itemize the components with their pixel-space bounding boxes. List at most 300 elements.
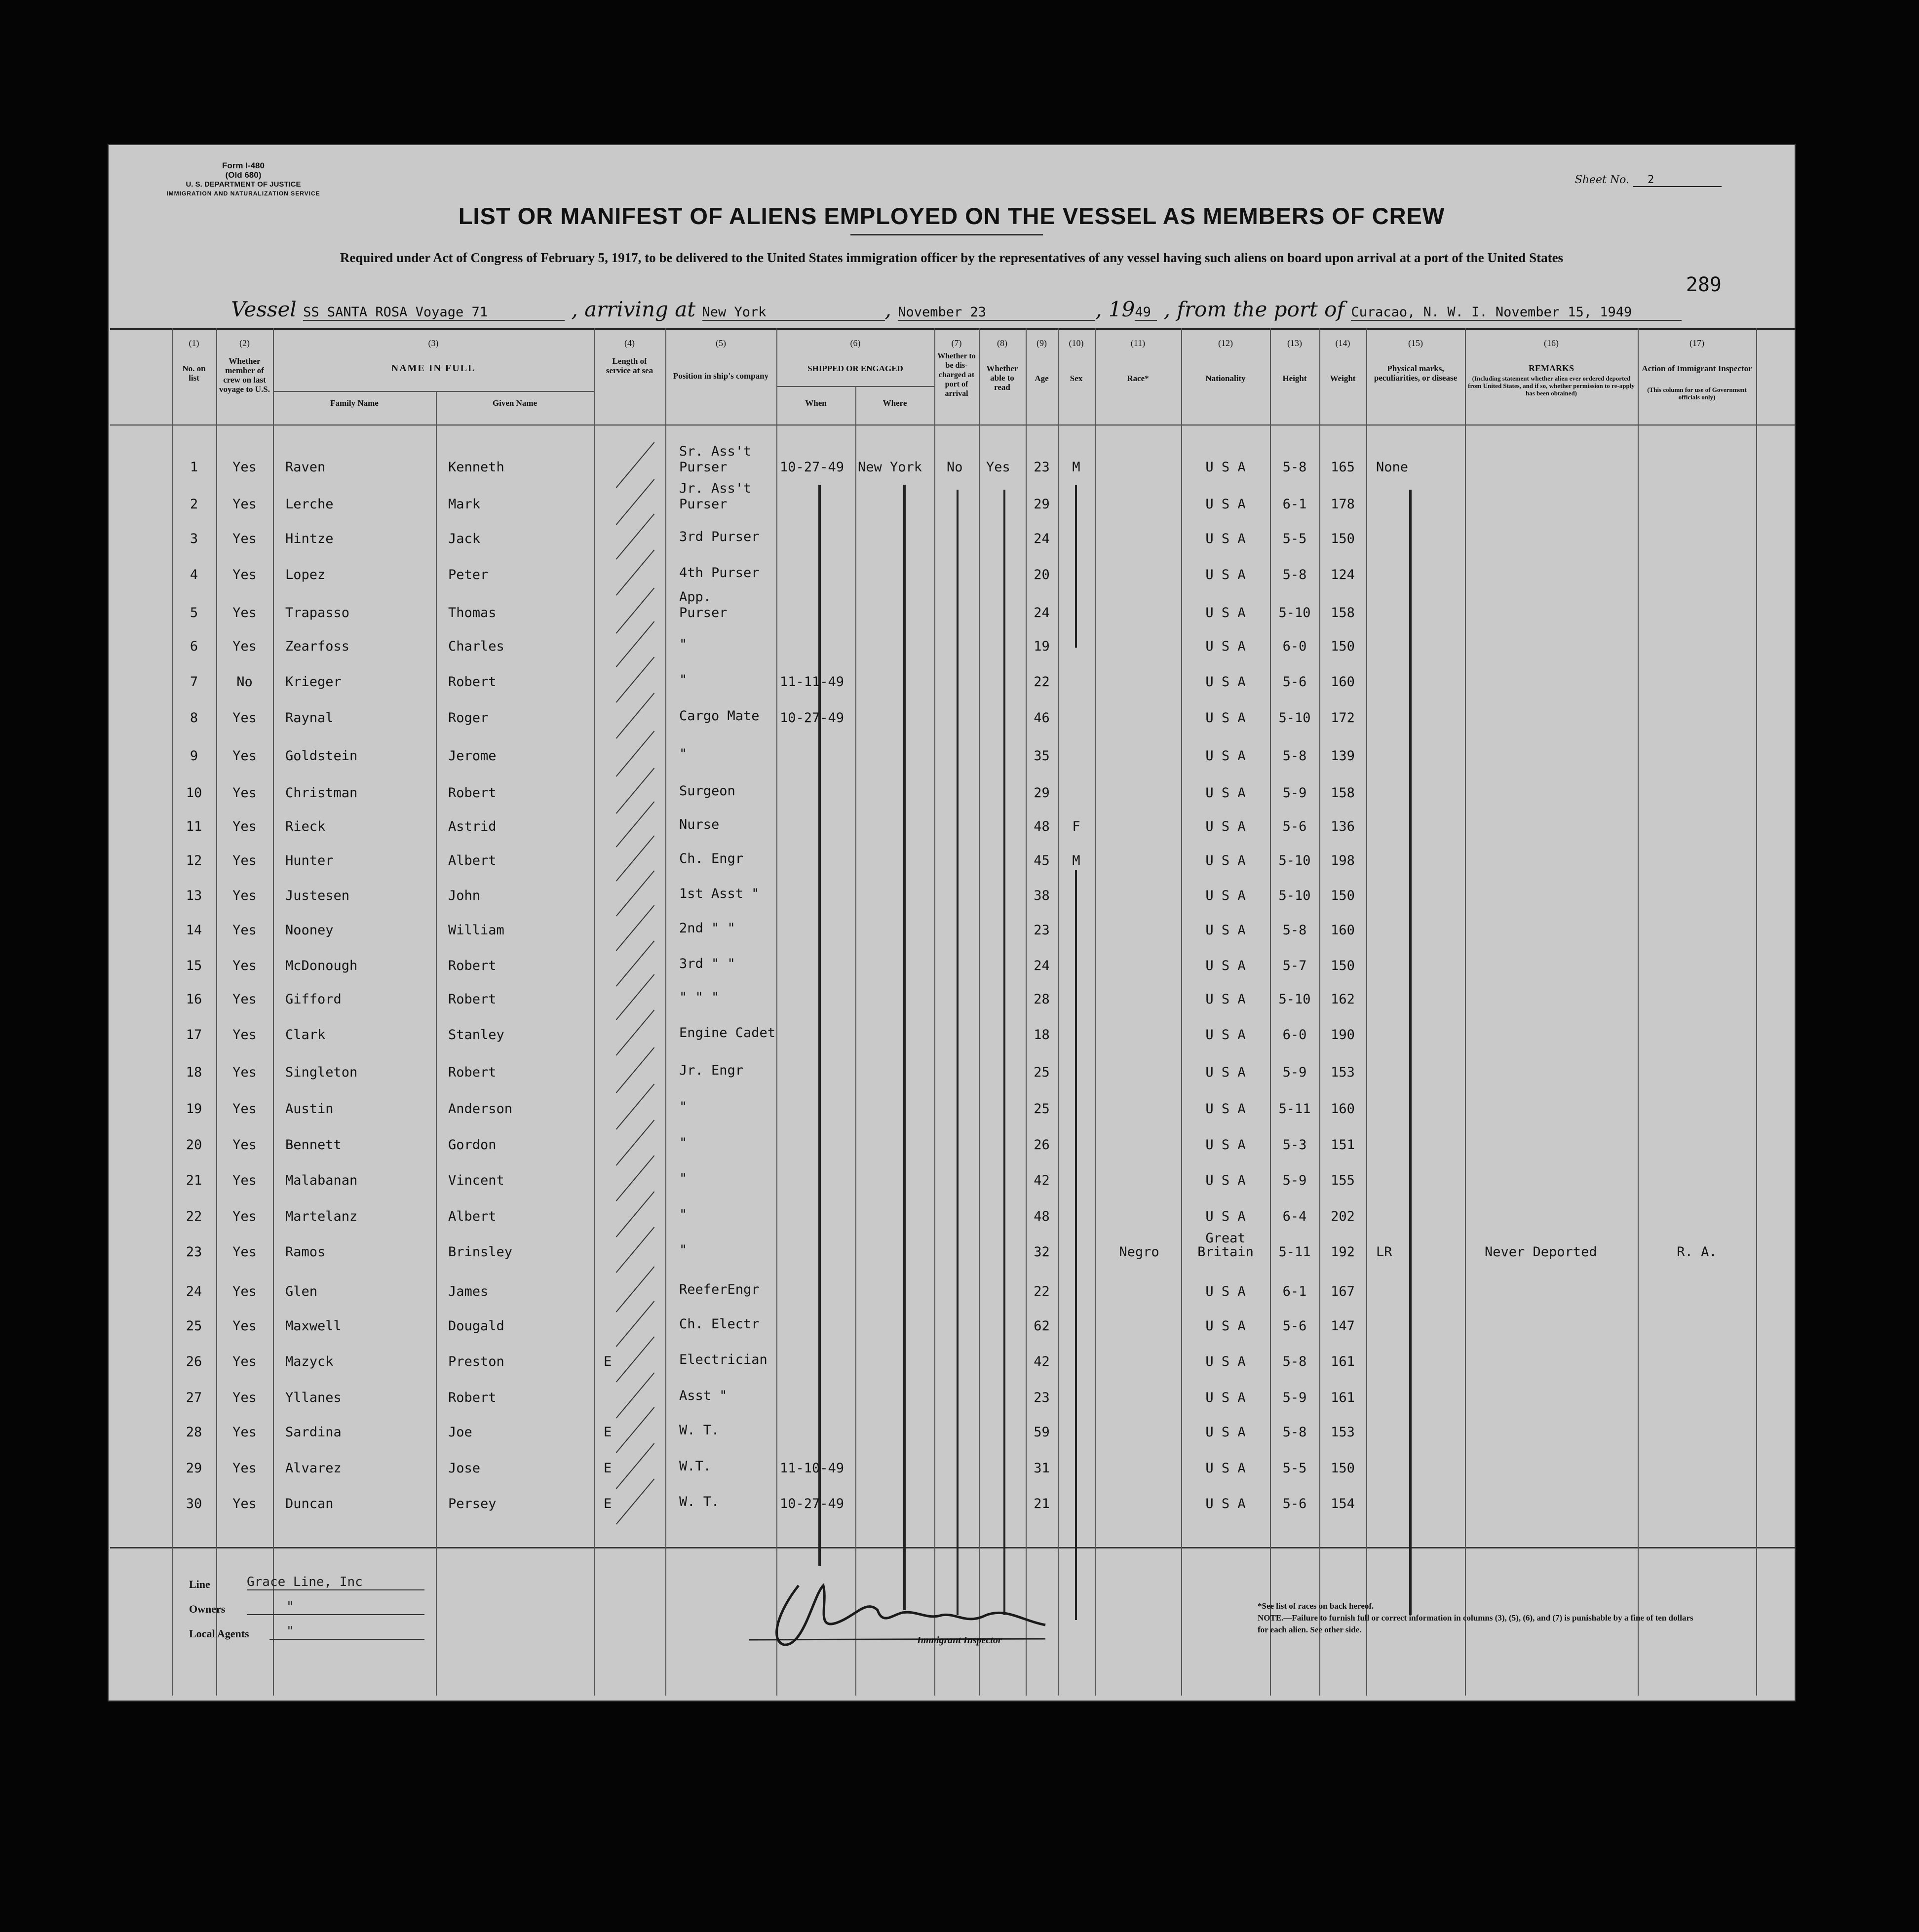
height-cell: 5-8 [1282, 567, 1307, 582]
previous-voyage-cell: Yes [232, 1284, 257, 1299]
age-cell: 59 [1034, 1425, 1050, 1440]
list-number-cell: 25 [186, 1318, 202, 1334]
col-number-15: (15) [1408, 338, 1423, 348]
nationality-cell-line2: Britain [1197, 1244, 1254, 1260]
position-cell: " [679, 746, 688, 762]
position-cell: Engine Cadet [679, 1025, 776, 1041]
family-name-cell: Austin [285, 1101, 334, 1117]
position-cell: W. T. [679, 1494, 720, 1509]
position-cell-line2: Purser [679, 497, 728, 512]
age-cell: 48 [1034, 1209, 1050, 1224]
family-name-cell: Nooney [285, 923, 334, 938]
length-of-service-cell: E [604, 1425, 612, 1440]
given-name-cell: Robert [448, 1390, 497, 1405]
previous-voyage-cell: Yes [232, 531, 257, 546]
family-name-cell: Maxwell [285, 1318, 342, 1334]
able-to-read-cell: Yes [986, 460, 1010, 475]
col-number-7: (7) [951, 338, 962, 348]
header-when: When [805, 398, 827, 408]
height-cell: 5-8 [1282, 460, 1307, 475]
position-cell: 4th Purser [679, 565, 760, 580]
nationality-cell: U S A [1205, 1065, 1246, 1080]
col-number-10: (10) [1069, 338, 1084, 348]
given-name-cell: Astrid [448, 819, 497, 834]
discharged-cell: No [947, 460, 963, 475]
table-row [108, 853, 1796, 873]
position-cell: App. [679, 589, 712, 605]
previous-voyage-cell: No [236, 674, 253, 690]
remarks-cell: Never Deported [1485, 1244, 1597, 1260]
age-cell: 24 [1034, 531, 1050, 546]
list-number-cell: 22 [186, 1209, 202, 1224]
previous-voyage-cell: Yes [232, 819, 257, 834]
given-name-cell: Joe [448, 1425, 472, 1440]
col-number-11: (11) [1130, 338, 1146, 348]
nationality-cell: U S A [1205, 1461, 1246, 1476]
line-label: Line [189, 1578, 210, 1590]
owners-label: Owners [189, 1603, 226, 1615]
list-number-cell: 24 [186, 1284, 202, 1299]
age-cell: 31 [1034, 1461, 1050, 1476]
inspector-label: Immigrant Inspector [917, 1635, 1002, 1646]
family-name-cell: Christman [285, 785, 358, 801]
length-of-service-cell: E [604, 1461, 612, 1476]
position-cell: Electrician [679, 1352, 768, 1367]
service-check-mark [616, 657, 655, 702]
given-name-cell: Robert [448, 958, 497, 973]
name-subheader-rule [273, 391, 594, 392]
header-prev-voyage: Whether member of crew on last voyage to U.S. [219, 356, 270, 394]
sex-cell: F [1072, 819, 1080, 834]
service-check-mark [616, 1047, 655, 1093]
service-check-mark [616, 621, 655, 667]
age-cell: 28 [1034, 992, 1050, 1007]
sex-cell: M [1072, 853, 1080, 868]
given-name-cell: Persey [448, 1496, 497, 1511]
family-name-cell: Raven [285, 460, 326, 475]
given-name-cell: Brinsley [448, 1244, 513, 1260]
position-cell: Nurse [679, 817, 720, 832]
header-nationality: Nationality [1205, 374, 1246, 383]
physical-marks-cell: LR [1376, 1244, 1392, 1260]
height-cell: 5-11 [1278, 1101, 1311, 1117]
service-check-mark [616, 479, 655, 525]
given-name-cell: Robert [448, 1065, 497, 1080]
position-cell: Cargo Mate [679, 708, 760, 724]
family-name-cell: Mazyck [285, 1354, 334, 1369]
nationality-cell: U S A [1205, 1137, 1246, 1153]
weight-cell: 124 [1331, 567, 1355, 582]
service-check-mark [616, 1009, 655, 1055]
position-cell: Jr. Ass't [679, 481, 752, 496]
service-check-mark [616, 905, 655, 951]
nationality-cell: U S A [1205, 748, 1246, 764]
col-number-3: (3) [428, 338, 439, 348]
vessel-line: Vessel SS SANTA ROSA Voyage 71 , arriving at New York , November 23 , 1949 , from the port of Curacao, N. W. I. November 15, 1949 [231, 297, 1736, 322]
age-cell: 19 [1034, 639, 1050, 654]
height-cell: 5-8 [1282, 1425, 1307, 1440]
weight-cell: 150 [1331, 888, 1355, 903]
header-sex: Sex [1070, 374, 1083, 383]
weight-cell: 158 [1331, 605, 1355, 620]
shipped-when-cell: 10-27-49 [780, 710, 844, 726]
header-position: Position in ship's company [673, 371, 769, 381]
family-name-cell: Krieger [285, 674, 342, 690]
previous-voyage-cell: Yes [232, 923, 257, 938]
header-remarks-note: (Including statement whether alien ever ordered deported from United States, and if so, whether permission to re-apply has been obtained) [1468, 375, 1635, 397]
given-name-cell: Stanley [448, 1027, 504, 1043]
height-cell: 6-1 [1282, 497, 1307, 512]
nationality-cell: U S A [1205, 605, 1246, 620]
age-cell: 29 [1034, 785, 1050, 801]
height-cell: 5-9 [1282, 1173, 1307, 1188]
height-cell: 6-4 [1282, 1209, 1307, 1224]
given-name-cell: Jose [448, 1461, 481, 1476]
weight-cell: 153 [1331, 1065, 1355, 1080]
col-number-16: (16) [1544, 338, 1559, 348]
race-cell: Negro [1119, 1244, 1159, 1260]
table-row [108, 1316, 1796, 1339]
height-cell: 5-10 [1278, 888, 1311, 903]
family-name-cell: Justesen [285, 888, 350, 903]
form-number: Form I-480 [222, 161, 265, 170]
previous-voyage-cell: Yes [232, 1425, 257, 1440]
family-name-cell: Malabanan [285, 1173, 358, 1188]
arrival-date: November 23 [898, 305, 1095, 321]
weight-cell: 136 [1331, 819, 1355, 834]
weight-cell: 150 [1331, 958, 1355, 973]
weight-cell: 155 [1331, 1173, 1355, 1188]
nationality-cell: U S A [1205, 1390, 1246, 1405]
position-cell-line2: Purser [679, 605, 728, 620]
header-able-to-read: Whether able to read [986, 364, 1018, 392]
list-number-cell: 11 [186, 819, 202, 834]
age-cell: 46 [1034, 710, 1050, 726]
weight-cell: 150 [1331, 1461, 1355, 1476]
service-check-mark [616, 442, 655, 488]
given-name-cell: Jerome [448, 748, 497, 764]
weight-cell: 172 [1331, 710, 1355, 726]
height-cell: 5-8 [1282, 923, 1307, 938]
age-cell: 24 [1034, 958, 1050, 973]
height-cell: 6-0 [1282, 1027, 1307, 1043]
list-number-cell: 7 [190, 674, 198, 690]
table-row [108, 672, 1796, 695]
header-shipped-engaged: SHIPPED OR ENGAGED [807, 364, 903, 373]
family-name-cell: Hintze [285, 531, 334, 546]
position-cell: W. T. [679, 1423, 720, 1438]
position-cell: Ch. Electr [679, 1316, 760, 1332]
family-name-cell: Zearfoss [285, 639, 350, 654]
list-number-cell: 6 [190, 639, 198, 654]
family-name-cell: Duncan [285, 1496, 334, 1511]
given-name-cell: Charles [448, 639, 504, 654]
nationality-cell: U S A [1205, 992, 1246, 1007]
sex-cell: M [1072, 460, 1080, 475]
service-check-mark [616, 731, 655, 776]
list-number-cell: 29 [186, 1461, 202, 1476]
height-cell: 5-9 [1282, 1065, 1307, 1080]
table-row [108, 1284, 1796, 1304]
col-number-14: (14) [1335, 338, 1350, 348]
given-name-cell: Peter [448, 567, 489, 582]
col-number-13: (13) [1287, 338, 1302, 348]
previous-voyage-cell: Yes [232, 1461, 257, 1476]
age-cell: 23 [1034, 1390, 1050, 1405]
position-cell: 3rd Purser [679, 529, 760, 544]
table-row [108, 444, 1796, 480]
nationality-cell: U S A [1205, 1027, 1246, 1043]
service-check-mark [616, 693, 655, 738]
position-cell: Asst " [679, 1388, 728, 1403]
age-cell: 25 [1034, 1101, 1050, 1117]
col-number-12: (12) [1218, 338, 1233, 348]
col-number-6: (6) [850, 338, 861, 348]
header-height: Height [1282, 374, 1307, 383]
position-cell: 3rd " " [679, 956, 735, 971]
family-name-cell: Lerche [285, 497, 334, 512]
service-check-mark [616, 1120, 655, 1165]
age-cell: 29 [1034, 497, 1050, 512]
weight-cell: 151 [1331, 1137, 1355, 1153]
table-row [108, 481, 1796, 517]
weight-cell: 150 [1331, 531, 1355, 546]
previous-voyage-cell: Yes [232, 1496, 257, 1511]
previous-voyage-cell: Yes [232, 567, 257, 582]
height-cell: 5-10 [1278, 605, 1311, 620]
age-cell: 25 [1034, 1065, 1050, 1080]
service-check-mark [616, 974, 655, 1020]
table-row [108, 1231, 1796, 1265]
list-number-cell: 19 [186, 1101, 202, 1117]
table-row [108, 1425, 1796, 1445]
nationality-cell: U S A [1205, 1318, 1246, 1334]
position-cell: Surgeon [679, 783, 735, 799]
weight-cell: 178 [1331, 497, 1355, 512]
header-weight: Weight [1330, 374, 1356, 383]
arriving-port: New York [702, 305, 885, 321]
age-cell: 23 [1034, 923, 1050, 938]
list-number-cell: 17 [186, 1027, 202, 1043]
nationality-cell: U S A [1205, 785, 1246, 801]
height-cell: 5-5 [1282, 1461, 1307, 1476]
title-underline [850, 234, 1043, 235]
height-cell: 5-3 [1282, 1137, 1307, 1153]
previous-voyage-cell: Yes [232, 853, 257, 868]
age-cell: 42 [1034, 1173, 1050, 1188]
list-number-cell: 9 [190, 748, 198, 764]
age-cell: 24 [1034, 605, 1050, 620]
table-row [108, 1388, 1796, 1410]
weight-cell: 160 [1331, 674, 1355, 690]
service-check-mark [616, 1155, 655, 1201]
header-action-note: (This column for use of Government officials only) [1647, 386, 1747, 401]
weight-cell: 162 [1331, 992, 1355, 1007]
shipped-when-cell: 11-10-49 [780, 1461, 844, 1476]
family-name-cell: Yllanes [285, 1390, 342, 1405]
given-name-cell: James [448, 1284, 489, 1299]
table-bottom-rule [110, 1547, 1796, 1548]
weight-cell: 153 [1331, 1425, 1355, 1440]
list-number-cell: 1 [190, 460, 198, 475]
list-number-cell: 18 [186, 1065, 202, 1080]
family-name-cell: Raynal [285, 710, 334, 726]
age-cell: 32 [1034, 1244, 1050, 1260]
list-number-cell: 4 [190, 567, 198, 582]
family-name-cell: Martelanz [285, 1209, 358, 1224]
age-cell: 23 [1034, 460, 1050, 475]
col-number-8: (8) [997, 338, 1007, 348]
nationality-cell: U S A [1205, 567, 1246, 582]
table-row [108, 1065, 1796, 1085]
service-check-mark [616, 1083, 655, 1129]
height-cell: 5-11 [1278, 1244, 1311, 1260]
length-of-service-cell: E [604, 1496, 612, 1511]
page-number: 289 [1686, 273, 1722, 296]
age-cell: 22 [1034, 674, 1050, 690]
family-name-cell: Singleton [285, 1065, 358, 1080]
age-cell: 38 [1034, 888, 1050, 903]
list-number-cell: 27 [186, 1390, 202, 1405]
form-old-number: (Old 680) [225, 170, 262, 180]
height-cell: 5-5 [1282, 531, 1307, 546]
given-name-cell: Preston [448, 1354, 504, 1369]
nationality-cell: U S A [1205, 460, 1246, 475]
given-name-cell: John [448, 888, 481, 903]
age-cell: 42 [1034, 1354, 1050, 1369]
previous-voyage-cell: Yes [232, 460, 257, 475]
position-cell-line2: Purser [679, 460, 728, 475]
service-check-mark [616, 1191, 655, 1237]
arrival-year: 49 [1135, 305, 1157, 321]
shipped-where-cell: New York [858, 460, 922, 475]
weight-cell: 198 [1331, 853, 1355, 868]
list-number-cell: 30 [186, 1496, 202, 1511]
nationality-cell: U S A [1205, 1284, 1246, 1299]
height-cell: 5-6 [1282, 819, 1307, 834]
list-number-cell: 3 [190, 531, 198, 546]
age-cell: 26 [1034, 1137, 1050, 1153]
age-cell: 45 [1034, 853, 1050, 868]
previous-voyage-cell: Yes [232, 888, 257, 903]
vessel-label: Vessel [231, 297, 297, 321]
given-name-cell: William [448, 923, 504, 938]
col-number-2: (2) [239, 338, 250, 348]
weight-cell: 165 [1331, 460, 1355, 475]
previous-voyage-cell: Yes [232, 1173, 257, 1188]
height-cell: 5-9 [1282, 1390, 1307, 1405]
table-row [108, 746, 1796, 769]
height-cell: 5-10 [1278, 853, 1311, 868]
position-cell: " [679, 1171, 688, 1186]
header-physical-marks: Physical marks, peculiarities, or disease [1374, 364, 1458, 383]
document-title: LIST OR MANIFEST OF ALIENS EMPLOYED ON THE VESSEL AS MEMBERS OF CREW [458, 203, 1445, 229]
given-name-cell: Albert [448, 1209, 497, 1224]
age-cell: 20 [1034, 567, 1050, 582]
family-name-cell: Rieck [285, 819, 326, 834]
list-number-cell: 23 [186, 1244, 202, 1260]
previous-voyage-cell: Yes [232, 992, 257, 1007]
inspector-signature [729, 1566, 1075, 1655]
previous-voyage-cell: Yes [232, 1244, 257, 1260]
shipped-when-cell: 10-27-49 [780, 460, 844, 475]
service-check-mark [616, 835, 655, 881]
family-name-cell: Alvarez [285, 1461, 342, 1476]
service-check-mark [616, 1372, 655, 1418]
shipped-when-cell: 11-11-49 [780, 674, 844, 690]
given-name-cell: Dougald [448, 1318, 504, 1334]
nationality-cell: U S A [1205, 1101, 1246, 1117]
service-check-mark [616, 1301, 655, 1347]
list-number-cell: 12 [186, 853, 202, 868]
sheet-number-label: Sheet No. [1574, 174, 1629, 186]
weight-cell: 147 [1331, 1318, 1355, 1334]
age-cell: 48 [1034, 819, 1050, 834]
position-cell: " [679, 1135, 688, 1151]
nationality-cell: U S A [1205, 674, 1246, 690]
form-identifier [147, 161, 340, 198]
from-port-label: , from the port of [1163, 297, 1344, 321]
weight-cell: 160 [1331, 1101, 1355, 1117]
weight-cell: 154 [1331, 1496, 1355, 1511]
local-agents-value: " [269, 1624, 424, 1640]
age-cell: 35 [1034, 748, 1050, 764]
nationality-cell: U S A [1205, 497, 1246, 512]
service-check-mark [616, 870, 655, 916]
previous-voyage-cell: Yes [232, 1209, 257, 1224]
list-number-cell: 2 [190, 497, 198, 512]
table-row [108, 956, 1796, 978]
nationality-cell: U S A [1205, 1173, 1246, 1188]
family-name-cell: Clark [285, 1027, 326, 1043]
list-number-cell: 28 [186, 1425, 202, 1440]
service-check-mark [616, 1266, 655, 1312]
weight-cell: 158 [1331, 785, 1355, 801]
nationality-cell: U S A [1205, 1425, 1246, 1440]
given-name-cell: Vincent [448, 1173, 504, 1188]
given-name-cell: Gordon [448, 1137, 497, 1153]
header-discharged: Whether to be dis-charged at port of arrival [937, 352, 976, 398]
position-cell: " [679, 1207, 688, 1222]
height-cell: 5-9 [1282, 785, 1307, 801]
header-family-name: Family Name [330, 398, 379, 408]
height-cell: 5-6 [1282, 1496, 1307, 1511]
age-cell: 21 [1034, 1496, 1050, 1511]
table-row [108, 1354, 1796, 1374]
given-name-cell: Mark [448, 497, 481, 512]
height-cell: 5-7 [1282, 958, 1307, 973]
family-name-cell: Lopez [285, 567, 326, 582]
given-name-cell: Robert [448, 785, 497, 801]
family-name-cell: Bennett [285, 1137, 342, 1153]
height-cell: 5-8 [1282, 1354, 1307, 1369]
family-name-cell: Gifford [285, 992, 342, 1007]
weight-cell: 190 [1331, 1027, 1355, 1043]
col-number-17: (17) [1689, 338, 1704, 348]
local-agents-label: Local Agents [189, 1627, 249, 1640]
sheet-number [1575, 174, 1722, 187]
given-name-cell: Anderson [448, 1101, 513, 1117]
table-row [108, 992, 1796, 1012]
weight-cell: 161 [1331, 1354, 1355, 1369]
weight-cell: 160 [1331, 923, 1355, 938]
previous-voyage-cell: Yes [232, 785, 257, 801]
given-name-cell: Albert [448, 853, 497, 868]
from-port: Curacao, N. W. I. November 15, 1949 [1351, 305, 1682, 321]
family-name-cell: Sardina [285, 1425, 342, 1440]
line-value: Grace Line, Inc [247, 1575, 424, 1590]
penalty-note: NOTE.—Failure to furnish full or correct information in columns (3), (5), (6), and (7) is punishable by a fine of ten dollars for each alien. See other side. [1258, 1613, 1693, 1634]
